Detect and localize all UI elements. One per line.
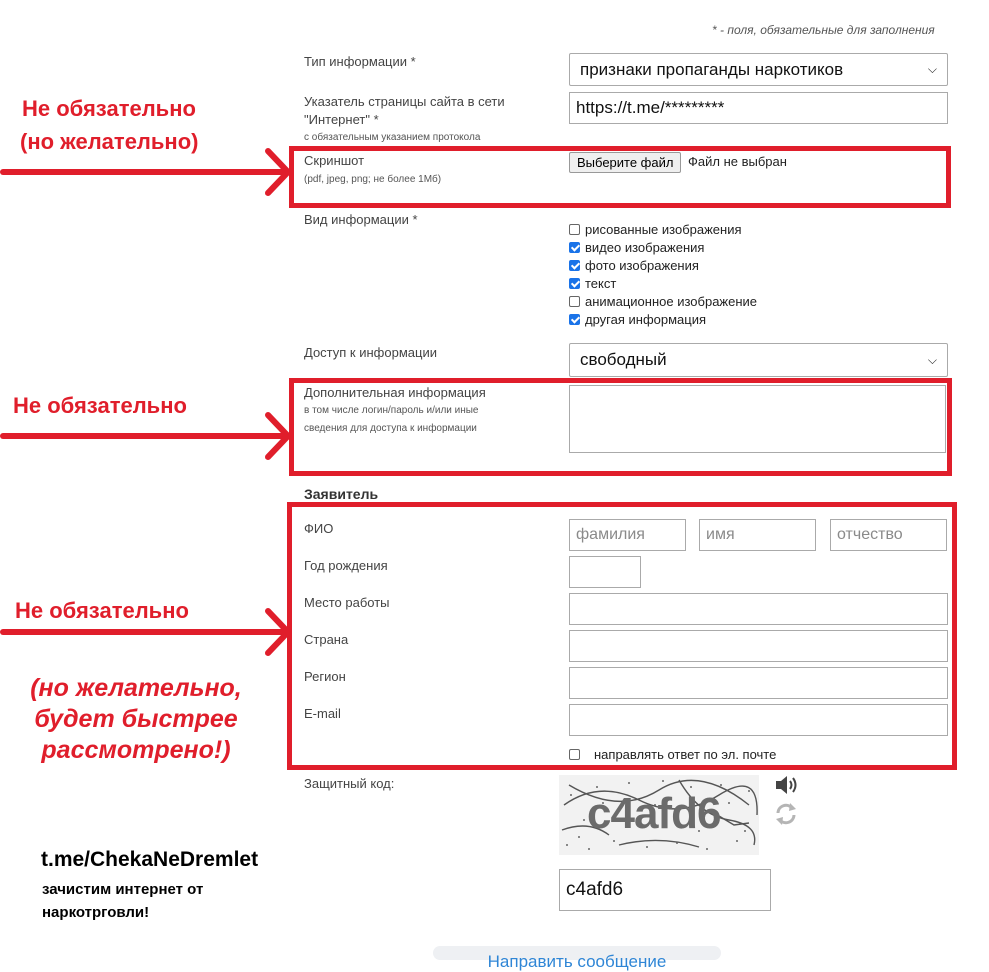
extra-info-label: Дополнительная информация — [304, 385, 486, 400]
checkbox[interactable] — [569, 224, 580, 235]
patronymic-input[interactable]: отчество — [830, 519, 947, 551]
annotation-note2: Не обязательно — [13, 393, 187, 418]
captcha-input[interactable]: c4afd6 — [559, 869, 771, 911]
birth-year-label: Год рождения — [304, 558, 388, 573]
info-kind-option[interactable] — [569, 274, 757, 292]
captcha-label: Защитный код: — [304, 776, 395, 791]
screenshot-hint: (pdf, jpeg, png; не более 1Мб) — [304, 174, 442, 185]
info-kind-option[interactable] — [569, 256, 757, 274]
screenshot-label: Скриншот — [304, 153, 365, 168]
checkbox[interactable] — [569, 296, 580, 307]
choose-file-button[interactable]: Выберите файл — [569, 152, 681, 173]
annotation-note3: Не обязательно — [15, 598, 189, 623]
captcha-image — [559, 775, 759, 855]
required-fields-note: * - поля, обязательные для заполнения — [712, 23, 935, 37]
info-type-label: Тип информации * — [304, 54, 416, 69]
fio-label: ФИО — [304, 521, 334, 536]
slogan-line1: зачистим интернет от — [42, 881, 204, 898]
annotation-box-extra-info — [289, 378, 952, 476]
info-kind-option[interactable] — [569, 220, 757, 238]
checkbox[interactable] — [569, 278, 580, 289]
info-kind-option-label: другая информация — [585, 311, 707, 327]
annotation-note3-italic-line1: (но желательно, — [30, 674, 242, 702]
info-type-value: признаки пропаганды наркотиков — [580, 59, 844, 79]
info-kind-option-label: текст — [585, 275, 617, 291]
access-value: свободный — [580, 350, 667, 369]
country-label: Страна — [304, 632, 349, 647]
annotation-note1-line1: Не обязательно — [22, 96, 196, 121]
info-kind-option-label: анимационное изображение — [585, 293, 758, 309]
annotation-box-applicant — [287, 502, 957, 770]
region-label: Регион — [304, 669, 346, 684]
annotation-note1-line2: (но желательно) — [20, 129, 199, 154]
info-kind-label: Вид информации * — [304, 212, 418, 227]
checkbox[interactable] — [569, 314, 580, 325]
info-kind-option-label: рисованные изображения — [585, 221, 742, 237]
work-label: Место работы — [304, 595, 390, 610]
annotation-note3-italic — [0, 673, 272, 766]
submit-button[interactable] — [433, 946, 721, 971]
checkbox[interactable] — [569, 260, 580, 271]
slogan — [42, 878, 203, 924]
url-hint: с обязательным указанием протокола — [304, 132, 481, 143]
applicant-section-title: Заявитель — [304, 486, 379, 502]
send-reply-label: направлять ответ по эл. почте — [594, 746, 777, 762]
refresh-icon[interactable] — [774, 802, 798, 831]
file-status: Файл не выбран — [688, 154, 787, 169]
info-type-select[interactable] — [569, 53, 948, 86]
info-kind-options — [569, 220, 757, 328]
extra-info-hint-line1: в том числе логин/пароль и/или иные — [304, 405, 479, 416]
url-input[interactable]: https://t.me/********* — [569, 92, 948, 124]
extra-info-hint-line2: сведения для доступа к информации — [304, 423, 477, 434]
annotation-note3-italic-line3: рассмотрено!) — [41, 736, 231, 764]
name-input[interactable]: имя — [699, 519, 816, 551]
info-kind-option[interactable] — [569, 292, 757, 310]
info-kind-option[interactable] — [569, 310, 757, 328]
channel-link[interactable]: t.me/ChekaNeDremlet — [41, 848, 259, 871]
captcha-text: c4afd6 — [587, 789, 721, 838]
speaker-icon[interactable] — [773, 773, 799, 802]
email-label: E-mail — [304, 706, 341, 721]
annotation-note3-italic-line2: будет быстрее — [34, 705, 238, 733]
access-select[interactable] — [569, 343, 948, 377]
surname-input[interactable]: фамилия — [569, 519, 686, 551]
access-label: Доступ к информации — [304, 345, 437, 360]
info-kind-option[interactable] — [569, 238, 757, 256]
info-kind-option-label: фото изображения — [585, 257, 699, 273]
submit-button-label: Направить сообщение — [487, 952, 667, 971]
url-label-line2: "Интернет" * — [304, 112, 379, 127]
info-kind-option-label: видео изображения — [585, 239, 705, 255]
slogan-line2: наркотрговли! — [42, 904, 150, 921]
annotation-box-screenshot — [289, 146, 951, 208]
checkbox[interactable] — [569, 242, 580, 253]
chevron-down-icon: ⌵ — [927, 352, 937, 367]
url-label-line1: Указатель страницы сайта в сети — [304, 94, 505, 109]
chevron-down-icon: ⌵ — [927, 62, 937, 76]
